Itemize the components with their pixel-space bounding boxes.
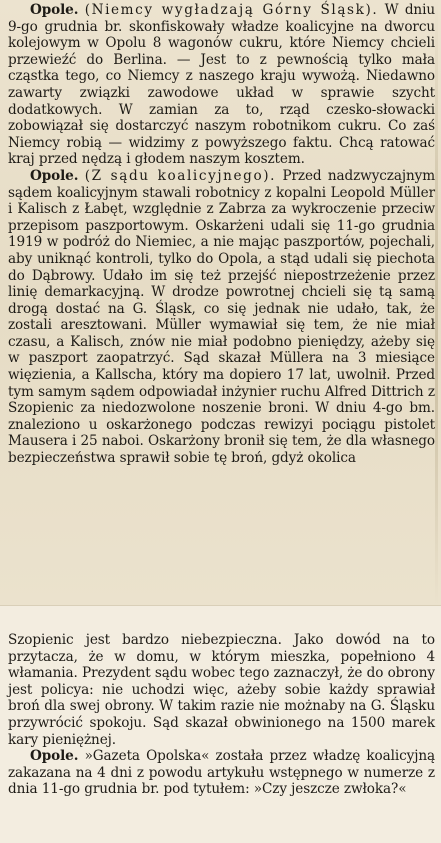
article-sugar-confiscation [0, 0, 441, 168]
article-body: Przed nadzwyczajnym sądem koalicyjnym stawali robotnicy z kopalni Leopold Müller i Kalisch z Łabęt, względnie z Zabrza za wykroczenie przeciw przepisom paszportowym. Oskarżeni udali się 11-go grudnia 1919 w podróż do Niemiec, a nie mając paszportów, pojechali, aby uniknąć kontroli, tylko do Opola, a stąd udali się piechota do Dąbrowy. Udało im się też przejść niepostrzeżenie przez linię demarkacyjną. W drodze powrotnej chcieli się tą samą drogą dostać na G. Śląsk, co się jednak nie udało, tak, że zostali aresztowani. Müller wymawiał się tem, że nie miał czasu, a Kalisch, znów nie miał podobno pieniędzy, ażeby się w paszport zaopatrzyć. Sąd skazał Müllera na 3 miesiące więzienia, a Kallscha, który ma dopiero 17 lat, uwolnił. Przed tym samym sądem odpowiadał inżynier ruchu Alfred Dittrich z Szopienic za niedozwolone noszenie broni. W dniu 4-go bm. znaleziono u oskarżonego podczas rewizyi pociągu pistolet Mausera i 25 naboi. Oskarżony bronił się tem, że dla własnego bezpieczeństwa sprawił sobie tę broń, gdyż okolica [8, 167, 435, 467]
article-body: »Gazeta Opolska« została przez władzę koalicyjną zakazana na 4 dni z powodu artykułu wstępnego w numerze z dnia 11-go grudnia br. pod tytułem: »Czy jeszcze zwłoka?« [8, 748, 435, 798]
article-coalition-court [0, 168, 441, 467]
article-place: Opole. [30, 748, 79, 765]
newspaper-clipping-bottom [0, 605, 441, 843]
article-body: W dniu 9-go grudnia br. skonfiskowały władze koalicyjne na dworcu kolejowym w Opolu 8 wagonów cukru, które Niemcy chcieli przewieźć do Berlina. — Jest to z pewnością tylko mała cząstka tego, co Niemcy z naszego kraju wywożą. Niedawno zawarty związki zawodowe układ w sprawie szycht dodatkowych. W zamian za to, rząd czesko-słowacki zobowiązał się dostarczyć naszym robotnikom cukru. Co zaś Niemcy robią — widzimy z powyższego faktu. Chcą ratować kraj przed nędzą i głodem naszym kosztem. [8, 2, 435, 168]
article-headline: (Z sądu koalicyjnego). [84, 167, 277, 184]
article-place: Opole. [30, 2, 79, 18]
article-gazeta-opolska [0, 748, 441, 798]
article-place: Opole. [30, 167, 79, 184]
clipping-edge-mark [435, 0, 438, 605]
article-headline: (Niemcy wygładzają Górny Śląsk). [84, 2, 379, 18]
article-continuation: Szopienic jest bardzo niebezpieczna. Jako dowód na to przytacza, że w domu, w którym mieszka, popełniono 4 włamania. Prezydent sądu wobec tego zaznaczył, że do obrony jest policya: nie uchodzi więc, ażeby sobie każdy sprawiał broń dla swej obrony. W takim razie nie możnaby na G. Śląsku przywrócić spokoju. Sąd skazał obwinionego na 1500 marek kary pieniężnej. [8, 632, 435, 748]
